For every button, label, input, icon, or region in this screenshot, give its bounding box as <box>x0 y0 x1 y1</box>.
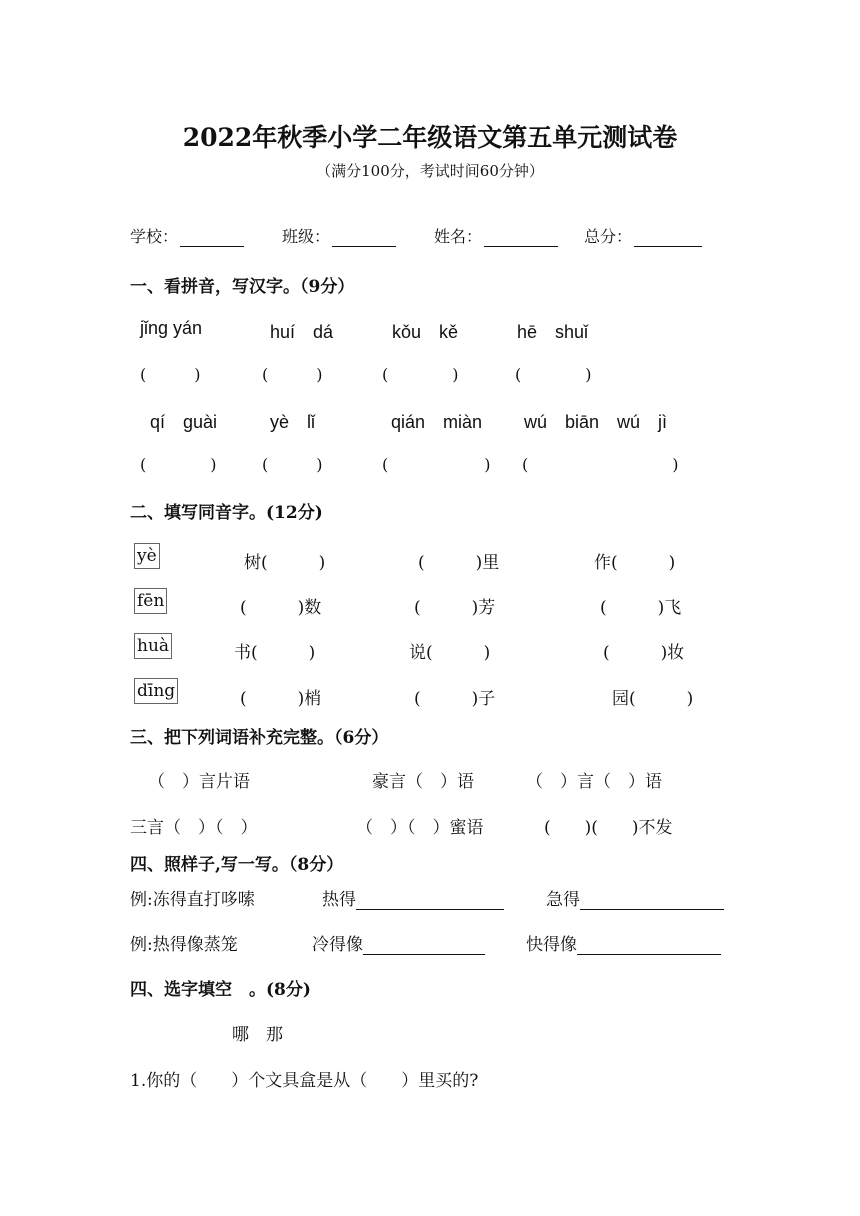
pinyin-item: wú biān wú jì <box>524 412 668 432</box>
class-label: 班级： <box>282 227 331 246</box>
answer-parens[interactable]: ( ) <box>522 455 679 474</box>
idiom-blank[interactable]: （ ）言（ ）语 <box>526 772 662 792</box>
homophone-blank[interactable]: 说( ) <box>409 643 491 663</box>
homophone-blank[interactable]: 园( ) <box>612 689 694 709</box>
name-field[interactable] <box>434 224 558 247</box>
idiom-blank[interactable]: ( )( )不发 <box>544 818 673 838</box>
example-text: 例:冻得直打哆嗦 <box>130 890 255 910</box>
homophone-blank[interactable]: 书( ) <box>234 643 316 663</box>
pinyin-item: qián miàn <box>391 412 483 432</box>
homophone-blank[interactable]: ( )梢 <box>240 689 322 709</box>
idiom-blank[interactable]: 三言（ ）（ ） <box>130 818 258 838</box>
pinyin-item: jǐng yán <box>140 318 203 338</box>
homophone-blank[interactable]: 树( ) <box>244 553 326 573</box>
pinyin-item: kǒu kě <box>392 322 459 342</box>
total-field[interactable] <box>584 224 702 247</box>
name-blank[interactable] <box>484 228 558 247</box>
school-blank[interactable] <box>180 228 244 247</box>
school-label: 学校： <box>130 227 179 246</box>
homophone-blank[interactable]: 作( ) <box>594 553 676 573</box>
name-label: 姓名： <box>434 227 483 246</box>
prompt-text: 快得像 <box>526 935 577 955</box>
answer-parens[interactable]: ( ) <box>382 455 491 474</box>
answer-line[interactable] <box>363 934 485 955</box>
idiom-blank[interactable]: （ ）（ ）蜜语 <box>356 818 484 838</box>
answer-line[interactable] <box>577 934 721 955</box>
imitate-answer[interactable] <box>546 885 724 910</box>
homophone-blank[interactable]: ( )里 <box>418 553 500 573</box>
answer-line[interactable] <box>356 889 504 910</box>
idiom-blank[interactable]: （ ）言片语 <box>148 772 250 792</box>
choice-words: 哪 那 <box>232 1025 283 1045</box>
pinyin-item: hē shuǐ <box>517 322 589 342</box>
section2-heading: 二、填写同音字。(12分) <box>130 503 323 523</box>
section5-heading: 四、选字填空 。(8分) <box>130 980 311 1000</box>
pinyin-item: qí guài <box>150 412 218 432</box>
pinyin-box: dīng <box>134 678 178 704</box>
answer-parens[interactable]: ( ) <box>140 455 217 474</box>
prompt-text: 急得 <box>546 890 580 910</box>
pinyin-box: fēn <box>134 588 167 614</box>
prompt-text: 热得 <box>322 890 356 910</box>
answer-parens[interactable]: ( ) <box>262 455 323 474</box>
homophone-blank[interactable]: ( )妆 <box>603 643 685 663</box>
homophone-blank[interactable]: ( )芳 <box>414 598 496 618</box>
answer-parens[interactable]: ( ) <box>262 365 323 384</box>
answer-line[interactable] <box>580 889 724 910</box>
answer-parens[interactable]: ( ) <box>515 365 592 384</box>
idiom-blank[interactable]: 豪言（ ）语 <box>372 772 474 792</box>
imitate-answer[interactable] <box>312 930 485 955</box>
pinyin-item: yè lǐ <box>270 412 316 432</box>
homophone-blank[interactable]: ( )数 <box>240 598 322 618</box>
section4-heading: 四、照样子,写一写。（8分） <box>130 855 344 875</box>
total-blank[interactable] <box>634 228 702 247</box>
answer-parens[interactable]: ( ) <box>140 365 201 384</box>
question-1[interactable]: 1.你的（ ）个文具盒是从（ ）里买的? <box>130 1071 479 1091</box>
class-field[interactable] <box>282 224 396 247</box>
class-blank[interactable] <box>332 228 396 247</box>
homophone-blank[interactable]: ( )飞 <box>600 598 682 618</box>
school-field[interactable] <box>130 224 244 247</box>
answer-parens[interactable]: ( ) <box>382 365 459 384</box>
example-text: 例:热得像蒸笼 <box>130 935 238 955</box>
pinyin-box: huà <box>134 633 172 659</box>
pinyin-item: huí dá <box>270 322 334 342</box>
prompt-text: 冷得像 <box>312 935 363 955</box>
homophone-blank[interactable]: ( )子 <box>414 689 496 709</box>
imitate-answer[interactable] <box>526 930 721 955</box>
section1-heading: 一、看拼音，写汉字。（9分） <box>130 277 355 297</box>
page-subtitle: （满分100分，考试时间60分钟） <box>316 162 544 180</box>
total-label: 总分： <box>584 227 633 246</box>
section3-heading: 三、把下列词语补充完整。（6分） <box>130 728 389 748</box>
imitate-answer[interactable] <box>322 885 504 910</box>
pinyin-box: yè <box>134 543 160 569</box>
page-title: 2022年秋季小学二年级语文第五单元测试卷 <box>182 123 678 152</box>
